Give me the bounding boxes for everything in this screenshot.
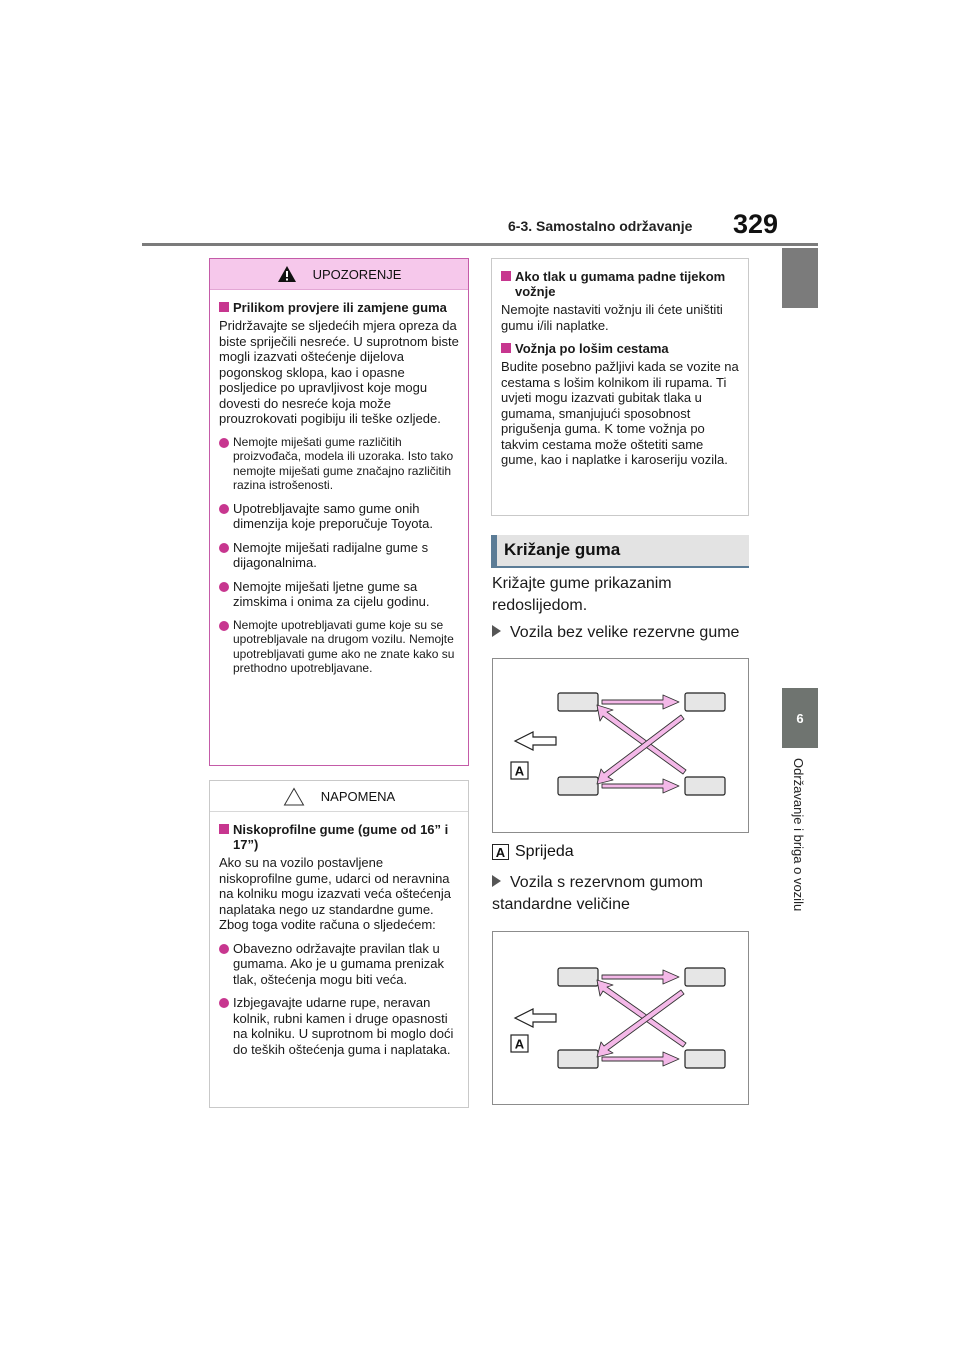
warning-bullet: Nemojte upotrebljavati gume koje su se upotrebljavale na drugom vozilu. Nemojte upotrebljavati gume ako ne znate kako su prethodno upotrebljavane. (219, 618, 459, 676)
warning-bullet: Nemojte miješati ljetne gume sa zimskima i onima za cijelu godinu. (219, 579, 459, 610)
info-text-roads: Budite posebno pažljivi kada se vozite na cestama s lošim kolnikom ili rupama. Ti uvjeti mogu izazvati gubitak tlaka u gumama, smanjujući sposobnost prigušenja guma. K tome vožnja po takvim cestama može oštetiti same gume, kao i naplatke i karoseriju vozila. (501, 359, 739, 467)
legend (492, 843, 574, 861)
note-bullet: Izbjegavajte udarne rupe, neravan kolnik, rubni kamen i druge opasnosti na kolniku. U suprotnom bi moglo doći do teških oštećenja guma i naplataka. (219, 995, 459, 1057)
info-box (491, 258, 749, 516)
legend-text: Sprijeda (515, 843, 574, 860)
note-bullet: Obavezno održavajte pravilan tlak u gumama. Ako je u gumama prenizak tlak, oštećenja mogu biti veća. (219, 941, 459, 988)
tire-rotation-graphic (493, 932, 748, 1104)
note-box (209, 780, 469, 1108)
bullet-dot-icon (219, 582, 229, 592)
bullet-dot-icon (219, 621, 229, 631)
warning-box (209, 258, 469, 766)
rotation-diagram-2 (492, 931, 749, 1105)
section-title: 6-3. Samostalno održavanje (508, 218, 693, 234)
caution-outline-icon (283, 787, 305, 806)
warning-icon (277, 265, 297, 283)
chapter-tab: 6 (782, 688, 818, 748)
case-1-label: Vozila bez velike rezervne gume (492, 622, 750, 644)
note-title: NAPOMENA (320, 788, 396, 804)
section-heading: Križanje guma (491, 535, 749, 566)
info-heading-roads: Vožnja po lošim cestama (501, 341, 739, 356)
svg-text:A: A (514, 1036, 525, 1052)
chapter-title (786, 758, 814, 1098)
info-text-pressure: Nemojte nastaviti vožnju ili ćete uništiti gumu i/ili naplatke. (501, 302, 723, 333)
triangle-bullet-icon (492, 875, 501, 887)
warning-intro: Pridržavajte se sljedećih mjera opreza da biste spriječili nesreće. U suprotnom biste mogli izazvati oštećenje dijelova pogonskog sklopa, kao i opasne posljedice po upravljivost koje mogu dovesti do nesreće koja može prouzrokovati pogibiju ili teške ozljede. (219, 318, 459, 426)
bullet-dot-icon (219, 998, 229, 1008)
square-bullet-icon (501, 343, 511, 353)
warning-heading: Prilikom provjere ili zamjene guma (219, 300, 459, 315)
rotation-intro: Križajte gume prikazanim redoslijedom. (492, 575, 672, 614)
svg-text:A: A (514, 763, 525, 779)
chapter-title-text: Održavanje i briga o vozilu (791, 758, 806, 912)
warning-title: UPOZORENJE (312, 266, 402, 282)
note-intro: Ako su na vozilo postavljene niskoprofilne gume, udarci od neravnina na kolniku mogu izazvati veća oštećenja naplataka nego uz standardne gume. Zbog toga vodite računa o sljedećem: (219, 855, 451, 932)
bullet-dot-icon (219, 438, 229, 448)
case-2-label: Vozila s rezervnom gumom standardne veličine (492, 874, 703, 913)
warning-bullet: Nemojte miješati radijalne gume s dijagonalnima. (219, 540, 459, 571)
front-direction-arrow-icon (515, 732, 556, 750)
warning-header (210, 259, 468, 290)
bullet-dot-icon (219, 504, 229, 514)
bullet-dot-icon (219, 944, 229, 954)
note-heading: Niskoprofilne gume (gume od 16” i 17”) (219, 822, 459, 852)
side-tab-bar (782, 248, 818, 308)
section-underline (491, 566, 749, 568)
square-bullet-icon (219, 302, 229, 312)
info-heading-pressure: Ako tlak u gumama padne tijekom vožnje (501, 269, 739, 299)
legend-badge: A (492, 844, 509, 860)
square-bullet-icon (501, 271, 511, 281)
rotation-diagram-1 (492, 658, 749, 833)
square-bullet-icon (219, 824, 229, 834)
bullet-dot-icon (219, 543, 229, 553)
warning-bullet: Nemojte miješati gume različitih proizvođača, modela ili uzoraka. Isto tako nemojte miješati gume značajno različitih razina istrošenosti. (219, 435, 459, 493)
warning-bullet: Upotrebljavajte samo gume onih dimenzija koje preporučuje Toyota. (219, 501, 459, 532)
page-number: 329 (733, 209, 779, 239)
triangle-bullet-icon (492, 625, 501, 637)
note-header (210, 781, 468, 812)
header-rule (142, 243, 818, 246)
front-direction-arrow-icon (515, 1009, 556, 1027)
tire-rotation-graphic (493, 659, 748, 832)
